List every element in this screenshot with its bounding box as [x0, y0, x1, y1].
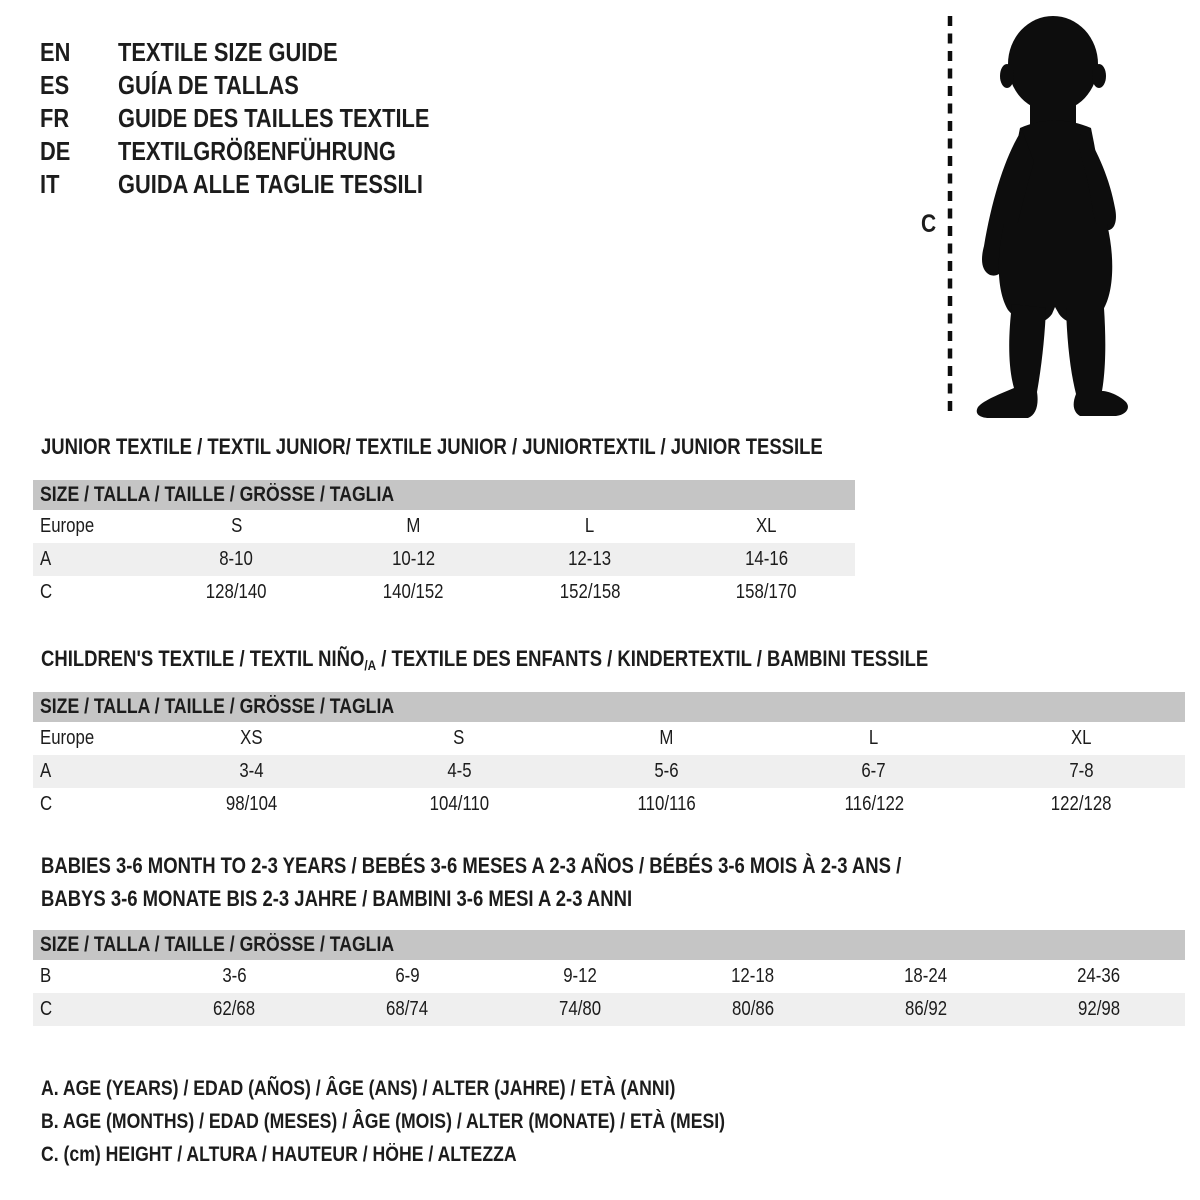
age-cell: 12-13 — [568, 548, 612, 570]
height-cell: 68/74 — [386, 998, 429, 1020]
size-header-bar: SIZE / TALLA / TAILLE / GRÖSSE / TAGLIA — [33, 930, 1185, 960]
size-cell: XL — [756, 515, 777, 537]
guide-title-en: TEXTILE SIZE GUIDE — [118, 37, 338, 67]
age-cell: 7-8 — [1069, 760, 1094, 782]
guide-title-es: GUÍA DE TALLAS — [118, 70, 299, 100]
age-cell: 6-7 — [861, 760, 887, 782]
language-row-en — [40, 36, 489, 69]
height-cell: 152/158 — [559, 581, 621, 603]
age-cell: 6-9 — [395, 965, 420, 987]
table-row-age-years — [33, 543, 855, 576]
size-cell: XL — [1071, 727, 1092, 749]
row-label: C — [40, 793, 53, 815]
babies-title-line2: BABYS 3-6 MONATE BIS 2-3 JAHRE / BAMBINI 3-6 MESI A 2-3 ANNI — [41, 886, 633, 911]
age-cell: 12-18 — [731, 965, 775, 987]
babies-size-table — [33, 930, 1185, 1026]
guide-title-it: GUIDA ALLE TAGLIE TESSILI — [118, 169, 423, 199]
age-cell: 10-12 — [391, 548, 435, 570]
row-label: C — [40, 998, 53, 1020]
size-cell: L — [869, 727, 879, 749]
language-code: ES — [40, 70, 70, 100]
size-cell: S — [453, 727, 465, 749]
row-label: Europe — [40, 727, 95, 749]
language-code: IT — [40, 169, 60, 199]
height-cell: 140/152 — [382, 581, 444, 603]
size-header-bar: SIZE / TALLA / TAILLE / GRÖSSE / TAGLIA — [33, 692, 1185, 722]
children-size-table — [33, 692, 1185, 821]
height-cell: 122/128 — [1050, 793, 1112, 815]
height-cell: 86/92 — [904, 998, 947, 1020]
age-cell: 4-5 — [446, 760, 472, 782]
language-row-it — [40, 168, 489, 201]
height-cell: 80/86 — [731, 998, 774, 1020]
children-section-title: CHILDREN'S TEXTILE / TEXTIL $NIÑO_{/A}$ / TEXTILE DES ENFANTS / KINDERTEXTIL / BAMBINI TESSILE — [41, 646, 929, 673]
height-figure — [940, 12, 1150, 418]
legend-line-a: A. AGE (YEARS) / EDAD (AÑOS) / ÂGE (ANS) / ALTER (JAHRE) / ETÀ (ANNI) — [41, 1077, 676, 1100]
table-row-europe — [33, 510, 855, 543]
table-row-age-months — [33, 960, 1185, 993]
size-header-bar: SIZE / TALLA / TAILLE / GRÖSSE / TAGLIA — [33, 480, 855, 510]
language-code: FR — [40, 103, 70, 133]
row-label: C — [40, 581, 53, 603]
age-cell: 18-24 — [904, 965, 948, 987]
height-cell: 104/110 — [429, 793, 489, 815]
language-row-fr — [40, 102, 489, 135]
height-cell: 116/122 — [844, 793, 904, 815]
legend-line-c: C. (cm) HEIGHT / ALTURA / HAUTEUR / HÖHE / ALTEZZA — [41, 1143, 517, 1166]
size-cell: M — [659, 727, 674, 749]
height-cell: 158/170 — [736, 581, 797, 603]
language-code: EN — [40, 37, 71, 67]
babies-title-line1: BABIES 3-6 MONTH TO 2-3 YEARS / BEBÉS 3-6 MESES A 2-3 AÑOS / BÉBÉS 3-6 MOIS À 2-3 ANS / — [41, 853, 902, 878]
title-subscript: /A — [364, 657, 377, 673]
age-cell: 3-6 — [222, 965, 247, 987]
language-row-es — [40, 69, 489, 102]
junior-size-table — [33, 480, 855, 609]
size-cell: L — [585, 515, 595, 537]
height-cell: 110/116 — [637, 793, 696, 815]
toddler-silhouette-icon — [977, 16, 1128, 418]
babies-section-title — [41, 849, 1065, 915]
size-cell: XS — [240, 727, 263, 749]
legend-line-b: B. AGE (MONTHS) / EDAD (MESES) / ÂGE (MOIS) / ALTER (MONATE) / ETÀ (MESI) — [41, 1110, 726, 1133]
junior-section-title: JUNIOR TEXTILE / TEXTIL JUNIOR/ TEXTILE JUNIOR / JUNIORTEXTIL / JUNIOR TESSILE — [41, 434, 823, 459]
table-row-height-cm — [33, 788, 1185, 821]
table-row-height-cm — [33, 576, 855, 609]
table-row-height-cm — [33, 993, 1185, 1026]
table-row-age-years — [33, 755, 1185, 788]
row-label: A — [40, 548, 52, 570]
age-cell: 9-12 — [563, 965, 597, 987]
height-cell: 62/68 — [213, 998, 256, 1020]
size-cell: S — [230, 515, 242, 537]
height-cell: 128/140 — [206, 581, 267, 603]
age-cell: 24-36 — [1077, 965, 1121, 987]
guide-title-fr: GUIDE DES TAILLES TEXTILE — [118, 103, 430, 133]
row-label: Europe — [40, 515, 95, 537]
title-language-block — [40, 36, 489, 201]
language-code: DE — [40, 136, 71, 166]
age-cell: 3-4 — [239, 760, 264, 782]
height-cell: 98/104 — [226, 793, 278, 815]
size-cell: M — [406, 515, 421, 537]
table-row-europe — [33, 722, 1185, 755]
measure-legend — [41, 1072, 855, 1171]
language-row-de — [40, 135, 489, 168]
age-cell: 5-6 — [654, 760, 679, 782]
guide-title-de: TEXTILGRÖßENFÜHRUNG — [118, 136, 396, 166]
row-label: B — [40, 965, 52, 987]
height-cell: 92/98 — [1077, 998, 1120, 1020]
row-label: A — [40, 760, 52, 782]
age-cell: 8-10 — [219, 548, 254, 570]
age-cell: 14-16 — [745, 548, 789, 570]
measure-label-c: C — [921, 210, 937, 238]
height-cell: 74/80 — [559, 998, 602, 1020]
